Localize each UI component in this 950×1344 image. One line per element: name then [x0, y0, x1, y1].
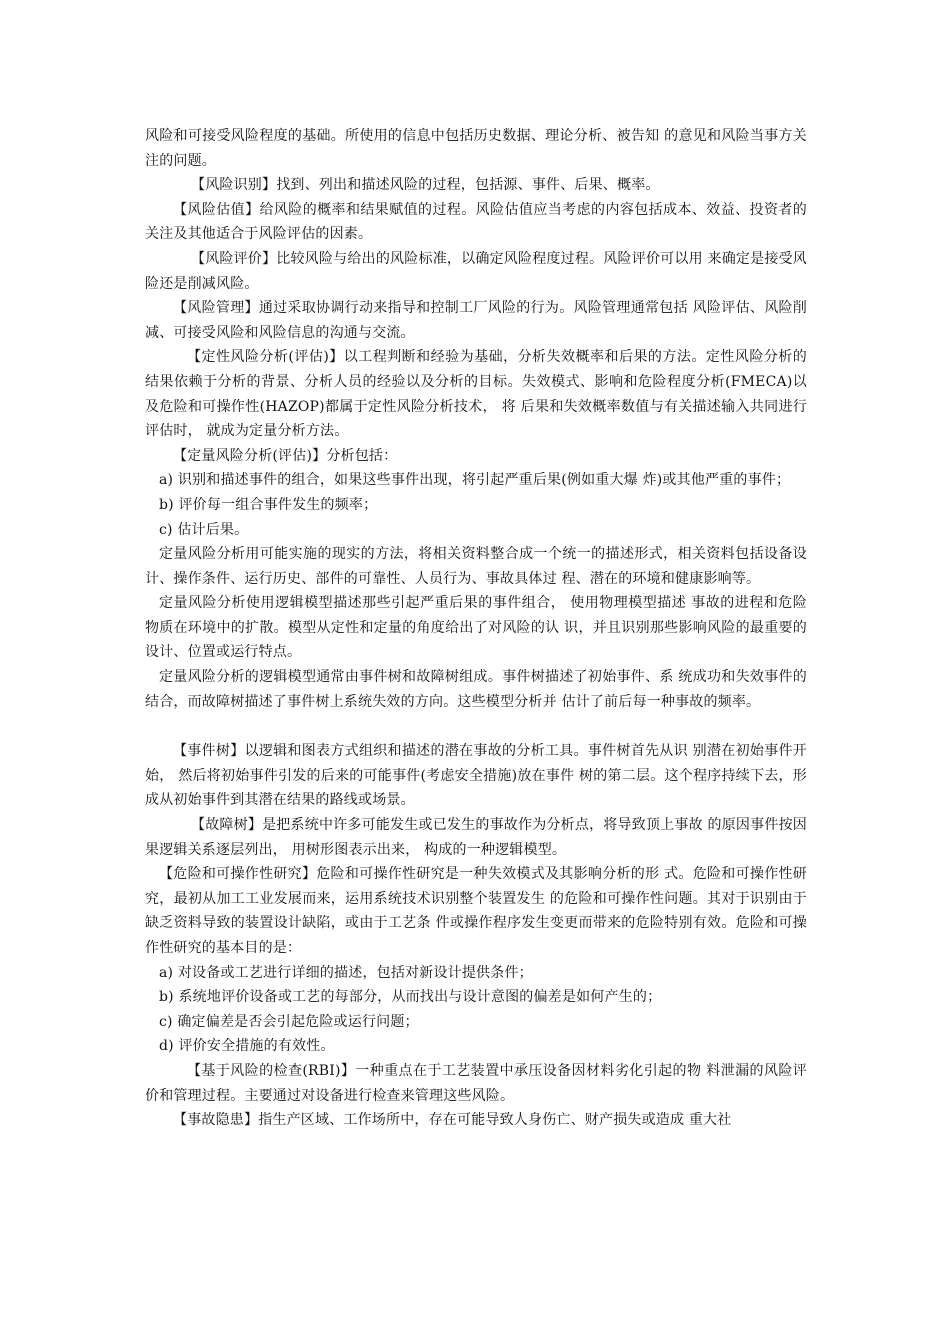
list-item-b: b) 评价每一组合事件发生的频率； — [159, 496, 378, 513]
paragraph-hazop: 【危险和可操作性研究】危险和可操作性研究是一种失效模式及其影响分析的形 式。危险和可操作性研究，最初从加工工业发展而来，运用系统技术识别整个装置发生 的危险和可操作性问题。其对于识别由于缺乏资料导致的装置设计缺陷，或由于工艺条 件或操作程序发生变更而带来的危险特别有效。危险和可操作性研究的基本目的是： — [145, 866, 807, 956]
hazop-list-item-a: a) 对设备或工艺进行详细的描述，包括对新设计提供条件； — [159, 964, 533, 981]
paragraph-risk-evaluation: 【风险评价】比较风险与给出的风险标准，以确定风险程度过程。风险评价可以用 来确定是接受风险还是削减风险。 — [145, 250, 807, 292]
paragraph-risk-basis: 风险和可接受风险程度的基础。所使用的信息中包括历史数据、理论分析、被告知 的意见和风险当事方关注的问题。 — [145, 128, 807, 169]
paragraph-risk-estimation: 【风险估值】给风险的概率和结果赋值的过程。风险估值应当考虑的内容包括成本、效益、投资者的关注及其他适合于风险评估的因素。 — [145, 201, 807, 243]
paragraph-quantitative-models: 定量风险分析使用逻辑模型描述那些引起严重后果的事件组合， 使用物理模型描述 事故的进程和危险物质在环境中的扩散。模型从定性和定量的角度给出了对风险的认 识，并且识别那些影响风险的最重要的设计、位置或运行特点。 — [145, 595, 807, 661]
paragraph-logic-models: 定量风险分析的逻辑模型通常由事件树和故障树组成。事件树描述了初始事件、系 统成功和失效事件的结合，而故障树描述了事件树上系统失效的方向。这些模型分析并 估计了前后每一种事故的频率。 — [145, 669, 807, 710]
hazop-list-item-d: d) 评价安全措施的有效性。 — [159, 1038, 335, 1055]
hazop-list-item-c: c) 确定偏差是否会引起危险或运行问题； — [159, 1013, 419, 1030]
paragraph-quantitative-method: 定量风险分析用可能实施的现实的方法，将相关资料整合成一个统一的描述形式，相关资料包括设备设计、操作条件、运行历史、部件的可靠性、人员行为、事故具体过 程、潜在的环境和健康影响等。 — [145, 546, 807, 587]
paragraph-rbi: 【基于风险的检查(RBI)】一种重点在于工艺装置中承压设备因材料劣化引起的物 料泄漏的风险评价和管理过程。主要通过对设备进行检查来管理这些风险。 — [145, 1062, 807, 1104]
paragraph-accident-hazard: 【事故隐患】指生产区域、工作场所中，存在可能导致人身伤亡、财产损失或造成 重大社 — [173, 1112, 732, 1129]
paragraph-risk-identification: 【风险识别】找到、列出和描述风险的过程，包括源、事件、后果、概率。 — [191, 177, 660, 194]
list-item-a: a) 识别和描述事件的组合，如果这些事件出现，将引起严重后果(例如重大爆 炸)或其他严重的事件； — [159, 472, 791, 489]
paragraph-qualitative-risk-analysis: 【定性风险分析(评估)】以工程判断和经验为基础，分析失效概率和后果的方法。定性风险分析的结果依赖于分析的背景、分析人员的经验以及分析的目标。失效模式、影响和危险程度分析(FMECA)以及危险和可操作性(HAZOP)都属于定性风险分析技术， 将 后果和失效概率数值与有关描述输入共同进行评估时， 就成为定量分析方法。 — [145, 349, 807, 440]
paragraph-quantitative-risk-analysis-heading: 【定量风险分析(评估)】分析包括： — [173, 447, 398, 464]
paragraph-fault-tree: 【故障树】是把系统中许多可能发生或已发生的事故作为分析点，将导致顶上事故 的原因事件按因果逻辑关系逐层列出， 用树形图表示出来， 构成的一种逻辑模型。 — [145, 817, 807, 858]
paragraph-event-tree: 【事件树】以逻辑和图表方式组织和描述的潜在事故的分析工具。事件树首先从识 别潜在初始事件开始， 然后将初始事件引发的后来的可能事件(考虑安全措施)放在事件 树的第二层。这个程序持续下去，形成从初始事件到其潜在结果的路线或场景。 — [145, 743, 807, 809]
paragraph-spacer — [145, 714, 807, 739]
paragraph-risk-management: 【风险管理】通过采取协调行动来指导和控制工厂风险的行为。风险管理通常包括 风险评估、风险削减、可接受风险和风险信息的沟通与交流。 — [145, 300, 807, 341]
list-item-c: c) 估计后果。 — [159, 521, 249, 538]
hazop-list-item-b: b) 系统地评价设备或工艺的每部分，从而找出与设计意图的偏差是如何产生的； — [159, 989, 662, 1006]
document-page — [145, 124, 807, 1133]
